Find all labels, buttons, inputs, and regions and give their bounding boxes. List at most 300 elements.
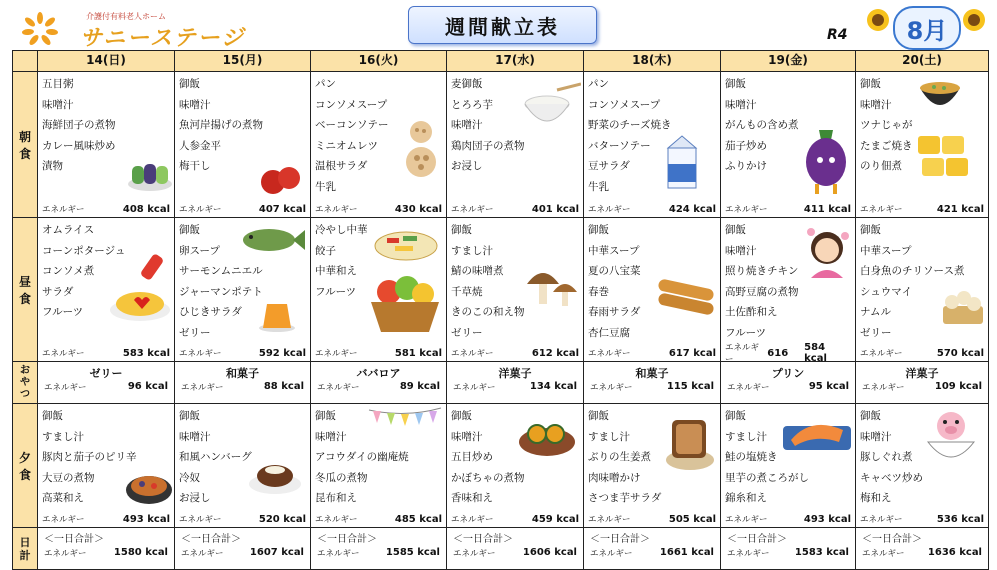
energy-row (584, 511, 720, 527)
pumpkin-simmered-illustration-icon (517, 412, 577, 458)
menu-item: すまし汁 (451, 244, 493, 257)
meal-label-char: 朝 (18, 129, 31, 144)
menu-cell (38, 404, 175, 528)
snack-name: 和菓子 (226, 367, 259, 380)
menu-item: 御飯 (315, 410, 336, 422)
menu-item: コーンポタージュ (42, 244, 126, 257)
month-badge: 8月 (893, 6, 961, 50)
energy-label: エネルギー (42, 515, 85, 525)
menu-item: ミニオムレツ (315, 139, 378, 152)
daily-total-label: ＜一日合計＞ (727, 534, 787, 545)
menu-cell (38, 72, 175, 218)
menu-cell (175, 404, 311, 528)
spring-roll-illustration-icon (654, 278, 720, 318)
daily-total-value: 1607 kcal (249, 547, 304, 558)
snack-cell (584, 362, 721, 404)
lunch-row (13, 218, 989, 362)
total-cell (856, 528, 989, 570)
menu-item: 夏の八宝菜 (588, 265, 641, 278)
day-header: 17(水) (447, 51, 584, 72)
menu-item: 五目炒め (451, 451, 493, 464)
menu-item: 春雨サラダ (588, 306, 641, 319)
energy-label: エネルギー (315, 515, 358, 525)
energy-row (175, 511, 310, 527)
energy-value: 96 kcal (127, 381, 168, 392)
menu-item: 高野豆腐の煮物 (725, 285, 799, 298)
energy-row (447, 511, 583, 527)
total-cell (721, 528, 856, 570)
energy-row (38, 511, 174, 527)
menu-item: 牛乳 (588, 180, 609, 193)
menu-item: ゼリー (860, 326, 892, 339)
energy-row (38, 345, 174, 361)
energy-value: 584 kcal (804, 342, 827, 364)
menu-item: 千草焼 (451, 285, 483, 298)
energy-value: 536 kcal (936, 513, 984, 525)
energy-label: エネルギー (860, 205, 903, 215)
tamagoyaki-illustration-icon (916, 132, 972, 182)
energy-label: エネルギー (315, 205, 358, 215)
grilled-salmon-illustration-icon (781, 412, 853, 454)
energy-label: エネルギー (181, 549, 224, 559)
snack-cell (311, 362, 447, 404)
snack-cell (38, 362, 175, 404)
menu-item: きのこの和え物 (451, 306, 525, 319)
snack-name: ゼリー (89, 367, 123, 380)
daily-total-value: 1661 kcal (659, 547, 714, 558)
energy-label: エネルギー (451, 515, 494, 525)
menu-cell (584, 404, 721, 528)
menu-item: 豆サラダ (588, 160, 630, 173)
daily-total-value: 1606 kcal (522, 547, 577, 558)
menu-item: ツナじゃが (860, 119, 913, 132)
energy-label: エネルギー (453, 549, 496, 559)
menu-item: フルーツ (42, 306, 84, 319)
energy-label: エネルギー (179, 205, 222, 215)
menu-item: 御飯 (179, 410, 200, 422)
menu-item: 中華スープ (588, 244, 640, 257)
menu-cell (311, 218, 447, 362)
menu-item: 御飯 (179, 78, 200, 90)
menu-item: 香味和え (451, 492, 493, 505)
total-cell (584, 528, 721, 570)
menu-item: 味噌汁 (860, 98, 892, 111)
snack-name: 和菓子 (635, 367, 669, 380)
energy-value: 612 kcal (531, 347, 579, 359)
salmon-fish-illustration-icon (239, 222, 305, 258)
energy-row (584, 201, 720, 217)
grated-yam-illustration-icon (521, 82, 581, 132)
menu-cell (175, 72, 311, 218)
total-cell (311, 528, 447, 570)
energy-label: エネルギー (317, 383, 360, 393)
energy-label: エネルギー (42, 349, 85, 359)
daily-total-label: ＜一日合計＞ (590, 534, 650, 545)
menu-item: ナムル (860, 306, 891, 319)
energy-label: エネルギー (44, 549, 87, 559)
snack-row (13, 362, 989, 404)
energy-row (311, 511, 446, 527)
menu-cell (721, 404, 856, 528)
menu-cell (311, 72, 447, 218)
menu-item: 御飯 (451, 224, 472, 236)
cold-noodle-illustration-icon (373, 224, 439, 262)
menu-cell (447, 404, 584, 528)
menu-item: 牛乳 (315, 180, 336, 193)
mushroom-illustration-icon (523, 262, 579, 310)
menu-item: サーモンムニエル (179, 265, 263, 278)
menu-cell (584, 218, 721, 362)
sunflower-icon (962, 8, 986, 32)
menu-item: 冷奴 (179, 471, 200, 484)
energy-row (311, 201, 446, 217)
snack-name: プリン (771, 367, 805, 380)
menu-item: オムライス (42, 224, 95, 236)
shumai-steamer-illustration-icon (940, 282, 986, 328)
energy-row (38, 201, 174, 217)
meal-label-char: 夕 (18, 450, 31, 465)
eggplant-illustration-icon (801, 122, 851, 196)
happy-woman-illustration-icon (801, 222, 853, 278)
menu-item: 和風ハンバーグ (179, 451, 252, 464)
menu-item: 味噌汁 (725, 244, 757, 257)
dinner-row (13, 404, 989, 528)
menu-item: 梅和え (860, 492, 892, 505)
daily-total-value: 1580 kcal (113, 547, 168, 558)
energy-value: 115 kcal (666, 381, 714, 392)
menu-item: 味噌汁 (315, 430, 347, 443)
omurice-illustration-icon (106, 252, 172, 324)
sunflower-icon (866, 8, 890, 32)
energy-value: 493 kcal (803, 513, 851, 525)
energy-label: エネルギー (727, 383, 770, 393)
energy-label: エネルギー (860, 515, 903, 525)
menu-item: 温根サラダ (315, 160, 368, 173)
total-cell (175, 528, 311, 570)
menu-cell (175, 218, 311, 362)
menu-item: 豚しぐれ煮 (860, 451, 913, 464)
energy-label: エネルギー (725, 343, 760, 365)
meal-label-char: や (20, 376, 30, 388)
menu-item: 御飯 (42, 410, 63, 422)
breakfast-label (13, 72, 38, 218)
menu-item: 海鮮団子の煮物 (42, 119, 116, 132)
menu-item: ぶりの生姜煮 (588, 451, 651, 464)
menu-item: キャベツ炒め (860, 471, 923, 484)
energy-value: 411 kcal (803, 203, 851, 215)
menu-item: 味噌汁 (451, 430, 483, 443)
energy-label: エネルギー (727, 549, 770, 559)
menu-cell (584, 72, 721, 218)
snack-name: ババロア (356, 367, 401, 380)
logo-text: サニーステージ (80, 26, 246, 51)
menu-cell (856, 404, 989, 528)
pickles-illustration-icon (126, 152, 174, 192)
menu-item: 人参金平 (179, 139, 221, 152)
menu-item: 照り焼きチキン (725, 265, 799, 278)
energy-value: 401 kcal (531, 203, 579, 215)
energy-value: 493 kcal (122, 513, 170, 525)
day-header: 19(金) (721, 51, 856, 72)
energy-label: エネルギー (44, 383, 87, 393)
snack-cell (175, 362, 311, 404)
menu-item: 中華和え (315, 265, 357, 278)
menu-item: すまし汁 (725, 430, 767, 443)
menu-item: アコウダイの幽庵焼 (315, 451, 409, 464)
menu-item: 御飯 (451, 410, 472, 422)
menu-item: とろろ芋 (451, 98, 493, 111)
milk-carton-illustration-icon (662, 134, 702, 190)
daily-total-label: ＜一日合計＞ (453, 534, 513, 545)
daily-total-value: 1583 kcal (794, 547, 849, 558)
energy-label: エネルギー (588, 205, 631, 215)
energy-row (447, 345, 583, 361)
header (0, 0, 997, 50)
energy-value: 570 kcal (936, 347, 984, 359)
daily-total-row (13, 528, 989, 570)
energy-extra-value: 616 (767, 347, 789, 359)
energy-value: 421 kcal (936, 203, 984, 215)
total-label (13, 528, 38, 570)
daily-total-label: ＜一日合計＞ (181, 534, 241, 545)
menu-item: 昆布和え (315, 492, 357, 505)
menu-item: すまし汁 (42, 430, 84, 443)
energy-label: エネルギー (453, 383, 496, 393)
daily-total-label: ＜一日合計＞ (862, 534, 922, 545)
menu-item: フルーツ (315, 285, 357, 298)
menu-item: サラダ (42, 285, 74, 298)
menu-item: さつま芋サラダ (588, 492, 662, 505)
page-title: 週間献立表 (408, 6, 597, 44)
menu-item: 冬瓜の煮物 (315, 471, 368, 484)
menu-item: コンソメ煮 (42, 265, 95, 278)
menu-item: 御飯 (860, 224, 881, 236)
day-header: 14(日) (38, 51, 175, 72)
miso-soup-illustration-icon (918, 78, 962, 114)
menu-item: 冷やし中華 (315, 224, 368, 236)
energy-value: 485 kcal (394, 513, 442, 525)
day-header: 15(月) (175, 51, 311, 72)
energy-value: 95 kcal (808, 381, 849, 392)
day-header: 16(火) (311, 51, 447, 72)
menu-item: ベーコンソテー (315, 119, 389, 132)
energy-label: エネルギー (588, 349, 631, 359)
snack-name: 洋菓子 (498, 367, 532, 380)
menu-cell (447, 72, 584, 218)
menu-item: パン (588, 78, 609, 90)
energy-value: 89 kcal (399, 381, 440, 392)
energy-label: エネルギー (451, 205, 494, 215)
menu-item: がんもの含め煮 (725, 119, 799, 132)
menu-item: 肉味噌かけ (588, 471, 641, 484)
menu-item: フルーツ (725, 326, 767, 339)
menu-item: かぼちゃの煮物 (451, 471, 525, 484)
menu-item: 御飯 (588, 224, 609, 236)
snack-cell (721, 362, 856, 404)
menu-cell (721, 72, 856, 218)
menu-cell (38, 218, 175, 362)
daily-total-value: 1585 kcal (385, 547, 440, 558)
energy-label: エネルギー (590, 383, 633, 393)
menu-item: 味噌汁 (179, 430, 211, 443)
energy-label: エネルギー (42, 205, 85, 215)
menu-item: 味噌汁 (179, 98, 211, 111)
menu-item: 鮭の塩焼き (725, 451, 778, 464)
hamburg-steak-illustration-icon (247, 452, 303, 496)
menu-item: 春巻 (588, 285, 609, 298)
snack-name: 洋菓子 (905, 367, 939, 380)
stir-fry-illustration-icon (124, 466, 174, 506)
energy-value: 505 kcal (668, 513, 716, 525)
menu-item: ジャーマンポテト (179, 285, 263, 298)
menu-item: 御飯 (179, 224, 200, 236)
meal-label-char: つ (20, 388, 30, 400)
menu-item: 鯖の味噌煮 (451, 265, 504, 278)
menu-item: 里芋の煮ころがし (725, 471, 809, 484)
menu-item: バターソテー (588, 139, 651, 152)
menu-item: お浸し (179, 492, 211, 505)
menu-item: 味噌汁 (860, 430, 892, 443)
menu-item: 御飯 (860, 410, 881, 422)
menu-item: 漬物 (42, 160, 63, 173)
menu-item: パン (315, 78, 336, 90)
snack-label (13, 362, 38, 404)
menu-item: コンソメスープ (588, 98, 661, 111)
menu-item: のり佃煮 (860, 160, 902, 173)
logo-subtitle: 介護付有料老人ホーム (86, 12, 166, 21)
energy-label: エネルギー (862, 383, 905, 393)
energy-row (721, 511, 855, 527)
menu-item: ゼリー (179, 326, 211, 339)
menu-item: 味噌汁 (451, 119, 483, 132)
lunch-label (13, 218, 38, 362)
menu-item: 麦御飯 (451, 78, 483, 90)
energy-value: 520 kcal (258, 513, 306, 525)
meal-label-char: 食 (18, 467, 31, 482)
menu-item: 御飯 (725, 224, 746, 236)
energy-value: 88 kcal (263, 381, 304, 392)
menu-item: 白身魚のチリソース煮 (860, 265, 965, 278)
breakfast-row (13, 72, 989, 218)
menu-item: カレー風味炒め (42, 139, 116, 152)
menu-item: たまご焼き (860, 139, 913, 152)
energy-label: エネルギー (451, 349, 494, 359)
energy-label: エネルギー (725, 205, 768, 215)
year-label: R4 (827, 27, 848, 43)
menu-item: 魚河岸揚げの煮物 (179, 119, 263, 132)
energy-value: 424 kcal (668, 203, 716, 215)
energy-label: エネルギー (860, 349, 903, 359)
menu-item: 中華スープ (860, 244, 912, 257)
energy-label: エネルギー (588, 515, 631, 525)
lotus-root-illustration-icon (397, 118, 443, 184)
energy-row (856, 511, 988, 527)
menu-item: 御飯 (588, 410, 609, 422)
meal-label-char: 食 (18, 146, 31, 161)
menu-item: 大豆の煮物 (42, 471, 95, 484)
menu-item: 味噌汁 (42, 98, 74, 111)
daily-total-value: 1636 kcal (927, 547, 982, 558)
meal-label-char: 昼 (18, 274, 31, 289)
menu-item: 御飯 (725, 78, 746, 90)
meal-label-char: 食 (18, 291, 31, 306)
meal-label-char: 日 (19, 535, 31, 549)
energy-value: 459 kcal (531, 513, 579, 525)
menu-item: 杏仁豆腐 (588, 326, 630, 339)
total-cell (38, 528, 175, 570)
energy-value: 583 kcal (122, 347, 170, 359)
yellowtail-simmered-illustration-icon (664, 414, 718, 474)
daily-total-label: ＜一日合計＞ (317, 534, 377, 545)
jelly-illustration-icon (257, 298, 297, 332)
flower-logo-icon (22, 12, 72, 46)
energy-row (856, 345, 988, 361)
fruit-basket-illustration-icon (367, 270, 443, 334)
menu-item: 土佐酢和え (725, 306, 778, 319)
menu-item: 鶏肉団子の煮物 (451, 139, 525, 152)
bunting-garland-illustration-icon (367, 406, 443, 430)
dinner-label (13, 404, 38, 528)
menu-item: 餃子 (315, 244, 336, 257)
energy-label: エネルギー (179, 349, 222, 359)
energy-row (447, 201, 583, 217)
menu-cell (311, 404, 447, 528)
menu-item: 茄子炒め (725, 139, 767, 152)
umeboshi-illustration-icon (259, 162, 303, 196)
menu-item: 錦糸和え (725, 492, 767, 505)
day-header: 20(土) (856, 51, 989, 72)
energy-value: 430 kcal (394, 203, 442, 215)
energy-label: エネルギー (179, 515, 222, 525)
menu-cell (447, 218, 584, 362)
menu-cell (856, 218, 989, 362)
day-header: 18(木) (584, 51, 721, 72)
day-header-row (13, 51, 989, 72)
energy-row (311, 345, 446, 361)
energy-value: 581 kcal (394, 347, 442, 359)
snack-cell (856, 362, 989, 404)
energy-value: 134 kcal (529, 381, 577, 392)
menu-item: 高菜和え (42, 492, 84, 505)
menu-item: ひじきサラダ (179, 306, 242, 319)
energy-value: 407 kcal (258, 203, 306, 215)
energy-value: 592 kcal (258, 347, 306, 359)
menu-item: 御飯 (725, 410, 746, 422)
menu-item: 五目粥 (42, 78, 74, 90)
daily-total-label: ＜一日合計＞ (44, 534, 104, 545)
energy-row (721, 342, 855, 365)
energy-value: 617 kcal (668, 347, 716, 359)
menu-item: ゼリー (451, 326, 483, 339)
meal-label-char: お (20, 364, 30, 376)
energy-label: エネルギー (862, 549, 905, 559)
menu-cell (721, 218, 856, 365)
energy-label: エネルギー (317, 549, 360, 559)
energy-label: エネルギー (590, 549, 633, 559)
menu-item: お浸し (451, 160, 483, 173)
energy-label: エネルギー (181, 383, 224, 393)
weekly-menu-table (12, 50, 989, 570)
menu-item: 豚肉と茄子のピリ辛 (42, 451, 137, 464)
energy-row (856, 201, 988, 217)
total-cell (447, 528, 584, 570)
corner-cell (13, 51, 38, 72)
menu-item: 味噌汁 (725, 98, 757, 111)
energy-label: エネルギー (315, 349, 358, 359)
menu-item: 梅干し (179, 160, 211, 173)
energy-row (584, 345, 720, 361)
menu-item: 御飯 (860, 78, 881, 90)
